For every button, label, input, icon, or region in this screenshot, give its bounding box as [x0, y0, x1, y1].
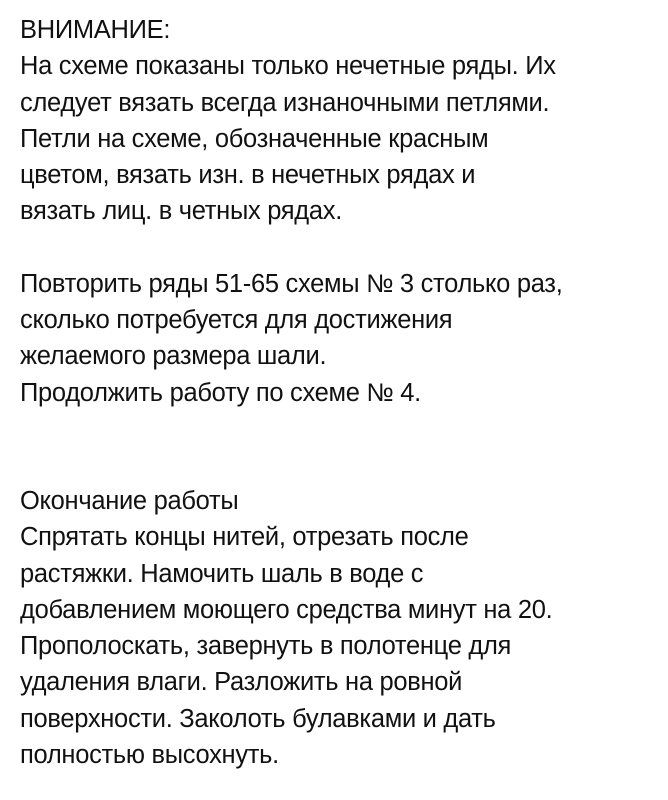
repeat-line: сколько потребуется для достижения [20, 306, 453, 335]
paragraph-gap [20, 411, 660, 483]
attention-line: вязать лиц. в четных рядах. [20, 197, 343, 226]
instruction-document [20, 12, 660, 773]
attention-line: цветом, вязать изн. в нечетных рядах и [20, 161, 476, 190]
finishing-section [20, 483, 660, 773]
finishing-line: удаления влаги. Разложить на ровной [20, 668, 463, 697]
paragraph-gap [20, 230, 660, 266]
attention-line: Петли на схеме, обозначенные красным [20, 124, 489, 153]
finishing-line: добавлением моющего средства минут на 20. [20, 595, 553, 624]
finishing-heading: Окончание работы [20, 486, 239, 515]
repeat-line: Повторить ряды 51-65 схемы № 3 столько раз, [20, 269, 563, 298]
repeat-line: Продолжить работу по схеме № 4. [20, 378, 421, 407]
attention-line: На схеме показаны только нечетные ряды. Их [20, 52, 556, 81]
finishing-line: поверхности. Заколоть булавками и дать [20, 704, 496, 733]
finishing-line: Спрятать концы нитей, отрезать после [20, 523, 469, 552]
finishing-line: растяжки. Намочить шаль в воде с [20, 559, 424, 588]
repeat-section [20, 266, 660, 411]
attention-heading: ВНИМАНИЕ: [20, 16, 171, 44]
finishing-line: Прополоскать, завернуть в полотенце для [20, 632, 512, 661]
attention-section [20, 12, 660, 230]
finishing-line: полностью высохнуть. [20, 741, 279, 770]
repeat-line: желаемого размера шали. [20, 342, 327, 371]
attention-line: следует вязать всегда изнаночными петлями. [20, 88, 550, 117]
